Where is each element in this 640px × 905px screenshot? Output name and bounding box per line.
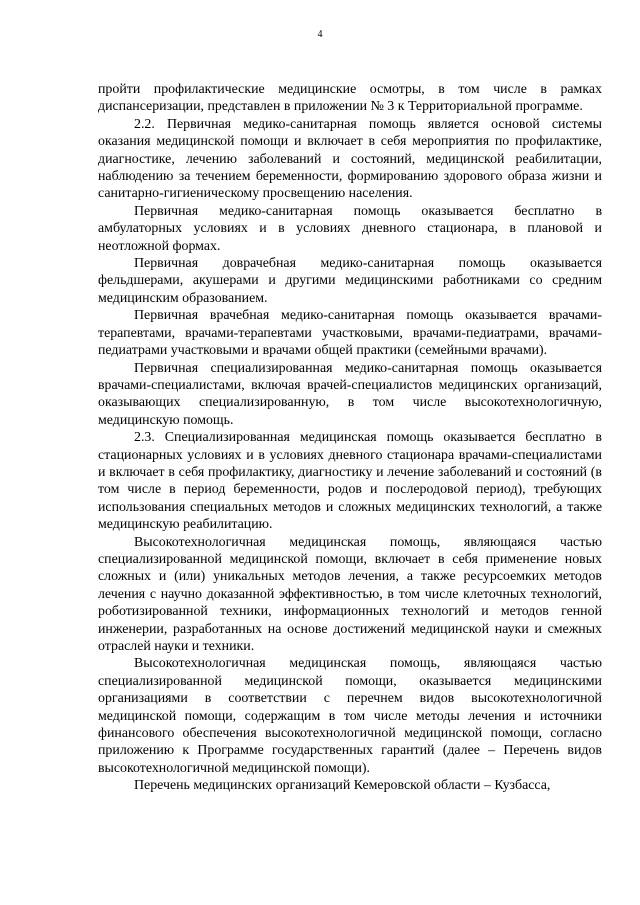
paragraph-pre-doctor-care: Первичная доврачебная медико-санитарная помощь оказывается фельдшерами, акушерами и другими медицинскими работниками со средним медицинским образованием. xyxy=(98,256,602,306)
paragraph-specialized-primary-care: Первичная специализированная медико-санитарная помощь оказывается врачами-специалистами, включая врачей-специалистов медицинских организаций, оказывающих специализированную, в том числе высокотехнологичную, медицинскую помощь. xyxy=(98,360,602,428)
paragraph-doctor-care: Первичная врачебная медико-санитарная помощь оказывается врачами-терапевтами, врачами-терапевтами участковыми, врачами-педиатрами, врачами-педиатрами участковыми и врачами общей практики (семейными врачами). xyxy=(98,308,602,359)
paragraph-2-3: 2.3. Специализированная медицинская помощь оказывается бесплатно в стационарных условиях и в условиях дневного стационара врачами-специалистами и включает в себя профилактику, диагностику и лечение заболеваний и состояний (в том числе в период беременности, родов и послеродовой период), требующих использования специальных методов и сложных медицинских технологий, а также медицинскую реабилитацию. xyxy=(98,430,602,533)
paragraph-high-tech-care-organizations: Высокотехнологичная медицинская помощь, являющаяся частью специализированной медицинской помощи, оказывается медицинскими организациями в соответствии с перечнем видов высокотехнологичной медицинской помощи, содержащим в том числе методы лечения и источники финансового обеспечения высокотехнологичной медицинской помощи, согласно приложению к Программе государственных гарантий (далее – Перечень видов высокотехнологичной медицинской помощи). xyxy=(98,656,602,776)
document-body xyxy=(98,81,602,795)
paragraph-continuation: пройти профилактические медицинские осмотры, в том числе в рамках диспансеризации, представлен в приложении № 3 к Территориальной программе. xyxy=(98,82,602,115)
paragraph-primary-care-free: Первичная медико-санитарная помощь оказывается бесплатно в амбулаторных условиях и в условиях дневного стационара, в плановой и неотложной формах. xyxy=(98,203,602,254)
paragraph-organizations-list: Перечень медицинских организаций Кемеровской области – Кузбасса, xyxy=(134,778,551,794)
page-number: 4 xyxy=(317,29,323,40)
paragraph-2-2: 2.2. Первичная медико-санитарная помощь является основой системы оказания медицинской помощи и включает в себя мероприятия по профилактике, диагностике, лечению заболеваний и состояний, медицинской реабилитации, наблюдению за течением беременности, формированию здорового образа жизни и санитарно-гигиеническому просвещению населения. xyxy=(98,116,602,202)
paragraph-high-tech-care: Высокотехнологичная медицинская помощь, являющаяся частью специализированной медицинской помощи, включает в себя применение новых сложных и (или) уникальных методов лечения, а также ресурсоемких методов лечения с научно доказанной эффективностью, в том числе клеточных технологий, роботизированной техники, информационных технологий и методов генной инженерии, разработанных на основе достижений медицинской науки и смежных отраслей науки и техники. xyxy=(98,534,602,654)
